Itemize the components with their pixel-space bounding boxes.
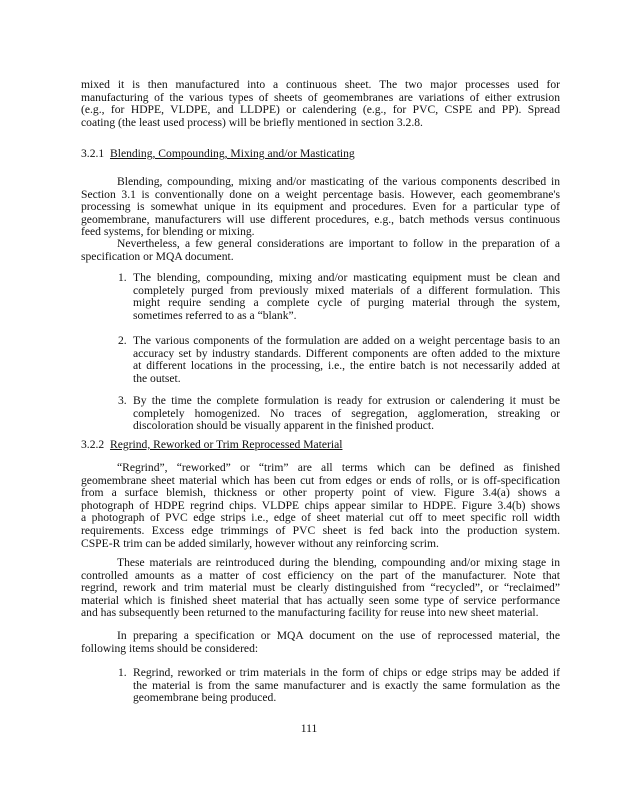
section-number: 3.2.1 [81,147,105,160]
regrind-list-item-line: the material is from the same manufacturer and is exactly the same formulation as the [133,678,560,692]
blending-list-item-line: at different locations in the processing, i.e., the entire batch is not necessarily added at [133,359,560,373]
section-title: Regrind, Reworked or Trim Reprocessed Material [109,438,343,451]
considerations-paragraph-line: specification or MQA document. [81,249,234,263]
regrind-definition-paragraph-line: requirements. Excess edge trimmings of PVC sheet is fed back into the production system. [81,524,560,537]
blending-list-item-line: completely homogenized. No traces of segregation, agglomeration, streaking or [133,406,560,420]
preparing-paragraph-line: In preparing a specification or MQA document on the use of reprocessed material, the [117,629,560,642]
reintroduction-paragraph-line: These materials are reintroduced during the blending, compounding and/or mixing stage in [117,556,560,569]
intro-paragraph-line: (e.g., for HDPE, VLDPE, and LLDPE) or calendering (e.g., for PVC, CSPE and PP). Spread [81,103,560,117]
blending-paragraph-line: Section 3.1 is conventionally done on a weight percentage basis. However, each geomembrane's [81,187,560,201]
list-item-number: 2. [118,334,127,347]
regrind-definition-paragraph-line: geomembrane sheet material which has been cut from edges or ends of rolls, or is off-specification [81,473,560,487]
blending-list-item-line: discoloration should be visually apparent in the finished product. [133,419,435,433]
regrind-definition-paragraph-line: CSPE-R trim can be added similarly, however without any reinforcing scrim. [81,536,439,550]
list-item-number: 3. [118,394,127,407]
list-item-number: 1. [118,271,127,284]
intro-paragraph-line: mixed it is then manufactured into a continuous sheet. The two major processes used for [81,78,560,91]
section-title: Blending, Compounding, Mixing and/or Masticating [109,147,355,160]
reintroduction-paragraph-line: controlled amounts as a matter of cost efficiency on the part of the manufacturer. Note that [81,568,560,582]
regrind-definition-paragraph-line: “Regrind”, “reworked” or “trim” are all terms which can be defined as finished [117,461,560,474]
intro-paragraph-line: coating (the least used process) will be briefly mentioned in section 3.2.8. [81,115,423,129]
regrind-definition-paragraph-line: a photograph of PVC edge strips i.e., edge of sheet material cut off to meet specific roll width [81,511,560,525]
reintroduction-paragraph-line: regrind, rework and trim material must be clearly distinguished from “recycled”, or “reclaimed” [81,581,560,595]
blending-paragraph-line: geomembrane, manufacturers will use different procedures, e.g., batch methods versus continuous [81,212,560,226]
blending-list-item-line: the outset. [133,371,181,385]
regrind-list-item-line: Regrind, reworked or trim materials in the form of chips or edge strips may be added if [133,666,560,679]
blending-list-item-line: The various components of the formulation are added on a weight percentage basis to an [133,334,560,347]
blending-paragraph-line: Blending, compounding, mixing and/or masticating of the various components described in [117,175,560,188]
reintroduction-paragraph-line: material which is finished sheet material that has actually seen some type of service performance [81,593,560,607]
regrind-definition-paragraph-line: from a surface blemish, thickness or other property point of view. Figure 3.4(a) shows a [81,486,560,500]
regrind-definition-paragraph-line: photograph of HDPE regrind chips. VLDPE chips appear similar to HDPE. Figure 3.4(b) shows [81,498,560,512]
blending-paragraph-line: feed systems, for blending or mixing. [81,225,255,239]
blending-list-item-line: might require sending a complete cycle of purging material through the system, [133,296,560,310]
page-number: 111 [300,722,318,735]
preparing-paragraph-line: following items should be considered: [81,641,259,655]
blending-paragraph-line: processing is somewhat unique in its equipment and procedures. Even for a particular type of [81,200,560,214]
section-number: 3.2.2 [81,438,105,451]
reintroduction-paragraph-line: and has subsequently been returned to the manufacturing facility for reuse into new sheet material. [81,606,539,620]
list-item-number: 1. [118,666,127,679]
section-heading-3-2-2 [81,438,342,451]
section-heading-3-2-1 [81,147,355,160]
blending-list-item-line: By the time the complete formulation is ready for extrusion or calendering it must be [133,394,560,407]
intro-paragraph-line: manufacturing of the various types of sheets of geomembranes are variations of either extrusion [81,90,560,104]
blending-list-item-line: The blending, compounding, mixing and/or masticating equipment must be clean and [133,271,560,284]
blending-list-item-line: completely purged from previously mixed materials of a different formulation. This [133,283,560,297]
blending-list-item-line: sometimes referred to as a “blank”. [133,308,297,322]
blending-list-item-line: accuracy set by industry standards. Different components are often added to the mixture [133,346,560,360]
considerations-paragraph-line: Nevertheless, a few general considerations are important to follow in the preparation of a [117,237,560,250]
regrind-list-item-line: geomembrane being produced. [133,691,277,705]
